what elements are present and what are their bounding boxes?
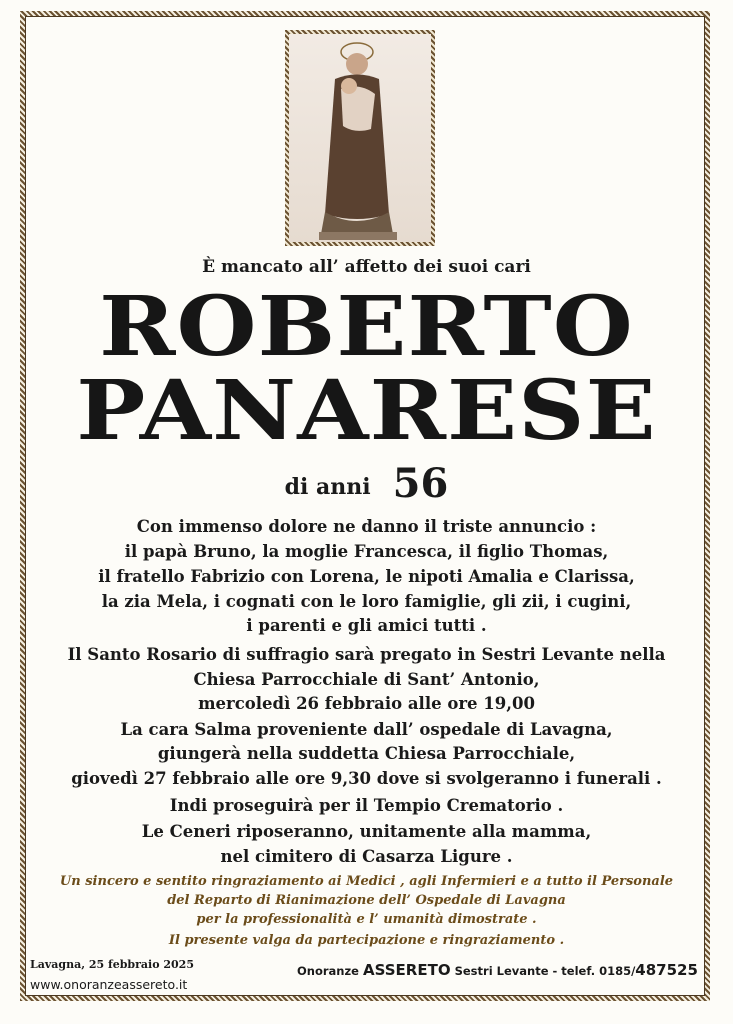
details-line: Chiesa Parrocchiale di Sant’ Antonio,: [193, 670, 540, 689]
details-line: Indi proseguirà per il Tempio Crematorio .: [169, 796, 564, 815]
details-line: mercoledì 26 febbraio alle ore 19,00: [198, 694, 535, 713]
details-line: nel cimitero di Casarza Ligure .: [220, 847, 513, 866]
details-line: Il Santo Rosario di suffragio sarà pregato in Sestri Levante nella: [67, 645, 666, 664]
agency-info: [297, 961, 698, 979]
age-value: 56: [392, 460, 449, 507]
details-line: Le Ceneri riposeranno, unitamente alla mamma,: [141, 822, 592, 841]
announcement-line: la zia Mela, i cognati con le loro famiglie, gli zii, i cugini,: [101, 592, 632, 611]
thanks-line: del Reparto di Rianimazione dell’ Ospedale di Lavagna: [167, 893, 566, 908]
thanks-line: Il presente valga da partecipazione e ringraziamento .: [168, 933, 565, 948]
details-line: La cara Salma proveniente dall’ ospedale di Lavagna,: [120, 720, 613, 739]
announcement-line: i parenti e gli amici tutti .: [246, 616, 487, 635]
saint-statue-illustration: [289, 34, 431, 242]
saint-image-frame: [285, 30, 435, 246]
announcement-line: Con immenso dolore ne danno il triste annuncio :: [136, 517, 597, 536]
deceased-first-name: ROBERTO: [99, 279, 634, 375]
agency-website-link[interactable]: www.onoranzeassereto.it: [30, 977, 188, 992]
deceased-last-name: PANARESE: [76, 363, 657, 459]
announcement-line: il fratello Fabrizio con Lorena, le nipoti Amalia e Clarissa,: [98, 567, 635, 586]
announcement-line: il papà Bruno, la moglie Francesca, il figlio Thomas,: [124, 542, 609, 561]
agency-city-phone: Sestri Levante - telef. 0185/: [454, 964, 636, 978]
agency-name: ASSERETO: [363, 961, 451, 979]
place-date: Lavagna, 25 febbraio 2025: [30, 958, 194, 971]
age-line: [0, 460, 733, 507]
intro-text: È mancato all’ affetto dei suoi cari: [202, 257, 531, 277]
agency-phone-last: 487525: [635, 961, 698, 979]
details-line: giovedì 27 febbraio alle ore 9,30 dove si svolgeranno i funerali .: [71, 769, 662, 788]
agency-prefix: Onoranze: [297, 964, 359, 978]
saint-anthony-image: [289, 34, 431, 242]
thanks-line: Un sincero e sentito ringraziamento ai Medici , agli Infermieri e a tutto il Personale: [59, 874, 674, 889]
thanks-line: per la professionalità e l’ umanità dimostrate .: [196, 912, 537, 927]
age-label: di anni: [284, 474, 371, 500]
details-line: giungerà nella suddetta Chiesa Parrocchiale,: [157, 744, 576, 763]
